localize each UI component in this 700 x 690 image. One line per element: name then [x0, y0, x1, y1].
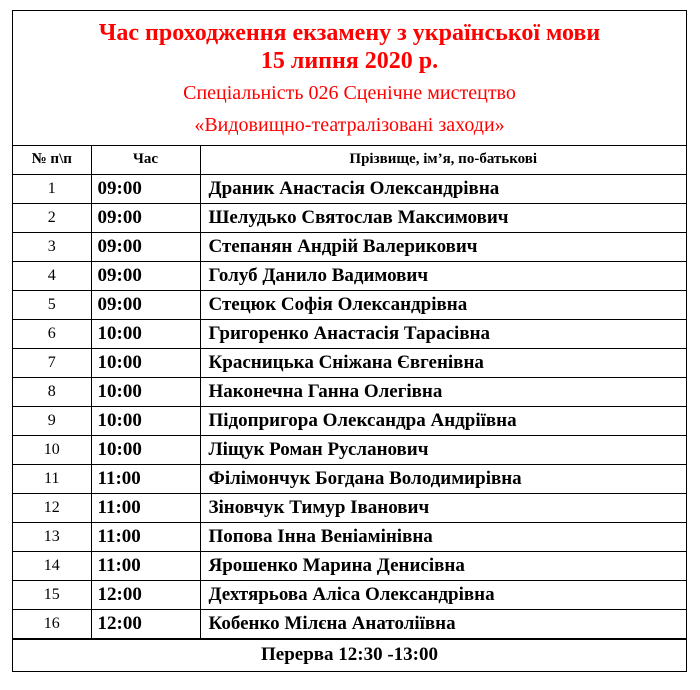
table-row: [13, 493, 686, 522]
row-time-cell: 09:00: [91, 261, 200, 290]
row-time-cell: 12:00: [91, 580, 200, 609]
row-name-cell: Григоренко Анастасія Тарасівна: [200, 319, 686, 348]
row-name-cell: Голуб Данило Вадимович: [200, 261, 686, 290]
row-time-cell: 12:00: [91, 609, 200, 638]
row-name-cell: Драник Анастасія Олександрівна: [200, 174, 686, 203]
row-number-cell: 13: [13, 522, 91, 551]
break-note: Перерва 12:30 -13:00: [13, 639, 686, 671]
row-name-cell: Шелудько Святослав Максимович: [200, 203, 686, 232]
row-number-cell: 1: [13, 174, 91, 203]
row-number-cell: 2: [13, 203, 91, 232]
row-number-cell: 8: [13, 377, 91, 406]
schedule-table: [13, 146, 686, 639]
column-header-number: № п\п: [13, 146, 91, 174]
row-number-cell: 4: [13, 261, 91, 290]
row-name-cell: Красницька Сніжана Євгенівна: [200, 348, 686, 377]
row-name-cell: Стецюк Софія Олександрівна: [200, 290, 686, 319]
row-number-cell: 12: [13, 493, 91, 522]
table-row: [13, 261, 686, 290]
row-number-cell: 15: [13, 580, 91, 609]
exam-schedule-document: [12, 10, 687, 672]
table-row: [13, 232, 686, 261]
row-number-cell: 7: [13, 348, 91, 377]
row-name-cell: Наконечна Ганна Олегівна: [200, 377, 686, 406]
row-name-cell: Дехтярьова Аліса Олександрівна: [200, 580, 686, 609]
table-row: [13, 377, 686, 406]
row-number-cell: 10: [13, 435, 91, 464]
row-time-cell: 11:00: [91, 522, 200, 551]
row-number-cell: 3: [13, 232, 91, 261]
row-time-cell: 09:00: [91, 290, 200, 319]
row-name-cell: Попова Інна Веніамінівна: [200, 522, 686, 551]
row-time-cell: 10:00: [91, 377, 200, 406]
row-number-cell: 5: [13, 290, 91, 319]
table-row: [13, 348, 686, 377]
title-line-1: Час проходження екзамену з української мови: [98, 20, 601, 46]
column-header-name: Прізвище, ім’я, по-батькові: [200, 146, 686, 174]
row-time-cell: 10:00: [91, 435, 200, 464]
row-name-cell: Філімончук Богдана Володимирівна: [200, 464, 686, 493]
row-time-cell: 10:00: [91, 406, 200, 435]
row-time-cell: 09:00: [91, 174, 200, 203]
row-name-cell: Степанян Андрій Валерикович: [200, 232, 686, 261]
row-name-cell: Зіновчук Тимур Іванович: [200, 493, 686, 522]
column-header-time: Час: [91, 146, 200, 174]
table-row: [13, 406, 686, 435]
row-name-cell: Кобенко Мілєна Анатоліївна: [200, 609, 686, 638]
row-time-cell: 10:00: [91, 319, 200, 348]
table-body: [13, 174, 686, 638]
row-name-cell: Підопригора Олександра Андріївна: [200, 406, 686, 435]
row-number-cell: 14: [13, 551, 91, 580]
row-number-cell: 9: [13, 406, 91, 435]
table-row: [13, 464, 686, 493]
row-time-cell: 10:00: [91, 348, 200, 377]
table-row: [13, 551, 686, 580]
row-name-cell: Ярошенко Марина Денисівна: [200, 551, 686, 580]
row-time-cell: 09:00: [91, 232, 200, 261]
row-time-cell: 09:00: [91, 203, 200, 232]
table-row: [13, 609, 686, 638]
row-time-cell: 11:00: [91, 551, 200, 580]
row-number-cell: 16: [13, 609, 91, 638]
row-time-cell: 11:00: [91, 464, 200, 493]
program-line: «Видовищно-театралізовані заходи»: [194, 114, 505, 136]
table-row: [13, 435, 686, 464]
title-line-2: 15 липня 2020 р.: [260, 48, 439, 74]
table-row: [13, 522, 686, 551]
table-row: [13, 580, 686, 609]
specialty-line: Спеціальність 026 Сценічне мистецтво: [183, 82, 516, 104]
row-number-cell: 11: [13, 464, 91, 493]
table-header-row: [13, 146, 686, 174]
table-row: [13, 290, 686, 319]
table-row: [13, 203, 686, 232]
row-name-cell: Ліщук Роман Русланович: [200, 435, 686, 464]
row-time-cell: 11:00: [91, 493, 200, 522]
table-row: [13, 174, 686, 203]
table-row: [13, 319, 686, 348]
row-number-cell: 6: [13, 319, 91, 348]
document-header: [13, 11, 686, 146]
